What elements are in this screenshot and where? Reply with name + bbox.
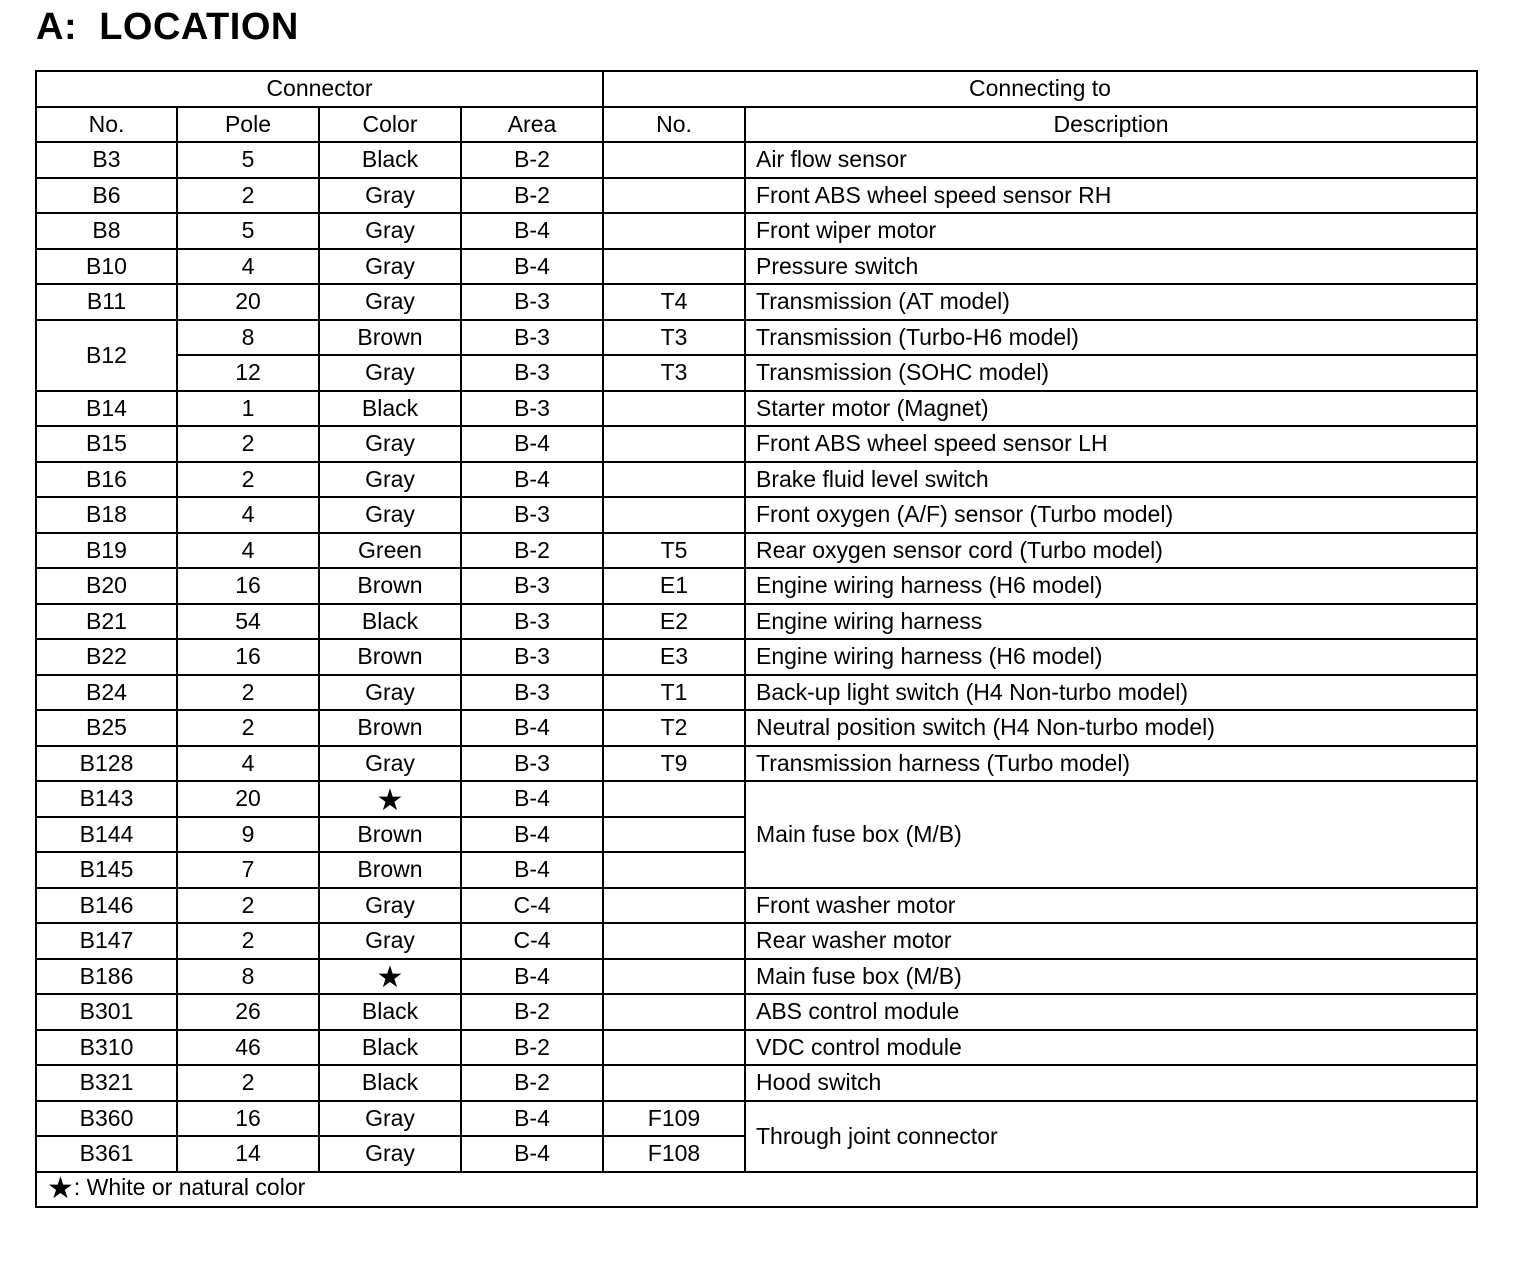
cell-pole: 2 [177,1065,319,1101]
cell-description: Through joint connector [745,1101,1477,1172]
cell-pole: 20 [177,284,319,320]
cell-no: B20 [36,568,177,604]
cell-color: Gray [319,497,461,533]
cell-color: Gray [319,923,461,959]
table-row [36,888,1477,924]
col-header-pole: Pole [177,107,319,143]
cell-no: B18 [36,497,177,533]
cell-color: Brown [319,852,461,888]
col-header-color: Color [319,107,461,143]
cell-to-no: T2 [603,710,745,746]
cell-color: Black [319,391,461,427]
cell-area: B-4 [461,817,603,853]
cell-color: Gray [319,746,461,782]
cell-area: B-3 [461,284,603,320]
table-row [36,959,1477,995]
cell-area: B-4 [461,781,603,817]
cell-no: B6 [36,178,177,214]
cell-to-no: T5 [603,533,745,569]
table-row [36,178,1477,214]
cell-pole: 9 [177,817,319,853]
table-row [36,568,1477,604]
cell-description: Brake fluid level switch [745,462,1477,498]
cell-color: Gray [319,1136,461,1172]
col-header-no: No. [36,107,177,143]
table-row [36,497,1477,533]
table-row [36,1065,1477,1101]
cell-color: Black [319,994,461,1030]
cell-pole: 2 [177,178,319,214]
cell-area: B-4 [461,426,603,462]
cell-no: B22 [36,639,177,675]
legend-row [36,1172,1477,1208]
cell-no: B25 [36,710,177,746]
cell-description: Transmission (Turbo-H6 model) [745,320,1477,356]
cell-pole: 46 [177,1030,319,1066]
cell-description: Transmission (AT model) [745,284,1477,320]
cell-color: Gray [319,355,461,391]
cell-to-no [603,426,745,462]
cell-color: Gray [319,1101,461,1137]
cell-pole: 5 [177,213,319,249]
cell-area: B-4 [461,1136,603,1172]
cell-to-no [603,781,745,817]
header-connecting-to: Connecting to [603,71,1477,107]
cell-description: VDC control module [745,1030,1477,1066]
cell-to-no: T3 [603,355,745,391]
cell-no: B10 [36,249,177,285]
cell-pole: 2 [177,675,319,711]
cell-area: B-3 [461,355,603,391]
cell-to-no [603,391,745,427]
table-row [36,675,1477,711]
cell-pole: 2 [177,923,319,959]
cell-color: Gray [319,249,461,285]
cell-area: B-3 [461,391,603,427]
cell-color: Brown [319,817,461,853]
table-row [36,781,1477,817]
cell-description: Engine wiring harness (H6 model) [745,639,1477,675]
cell-to-no: T3 [603,320,745,356]
table-row [36,355,1477,391]
cell-pole: 7 [177,852,319,888]
cell-to-no [603,1030,745,1066]
cell-no: B8 [36,213,177,249]
cell-no: B15 [36,426,177,462]
cell-pole: 2 [177,888,319,924]
cell-description: Main fuse box (M/B) [745,781,1477,888]
cell-color: Gray [319,462,461,498]
cell-pole: 4 [177,533,319,569]
cell-description: Engine wiring harness (H6 model) [745,568,1477,604]
cell-to-no [603,888,745,924]
cell-color-star [319,781,461,817]
table-row [36,142,1477,178]
cell-area: B-4 [461,959,603,995]
cell-description: Back-up light switch (H4 Non-turbo model) [745,675,1477,711]
cell-to-no: T1 [603,675,745,711]
star-icon: ★ [47,1172,74,1206]
cell-description: Transmission (SOHC model) [745,355,1477,391]
cell-pole: 16 [177,639,319,675]
cell-description: Front ABS wheel speed sensor LH [745,426,1477,462]
cell-no: B361 [36,1136,177,1172]
cell-no: B146 [36,888,177,924]
cell-color: Gray [319,426,461,462]
cell-area: B-3 [461,746,603,782]
cell-to-no: E2 [603,604,745,640]
table-row [36,604,1477,640]
cell-area: B-4 [461,710,603,746]
table-row [36,213,1477,249]
cell-color: Black [319,1030,461,1066]
cell-no: B3 [36,142,177,178]
connector-location-table [35,70,1478,1208]
cell-to-no: E3 [603,639,745,675]
cell-no: B144 [36,817,177,853]
cell-no: B186 [36,959,177,995]
cell-area: B-4 [461,852,603,888]
cell-area: B-2 [461,1065,603,1101]
legend [36,1172,1477,1208]
header-connector: Connector [36,71,603,107]
cell-pole: 54 [177,604,319,640]
cell-no: B360 [36,1101,177,1137]
cell-color: Gray [319,213,461,249]
cell-pole: 26 [177,994,319,1030]
cell-to-no [603,497,745,533]
cell-description: Hood switch [745,1065,1477,1101]
cell-color-star [319,959,461,995]
cell-pole: 4 [177,746,319,782]
cell-description: Transmission harness (Turbo model) [745,746,1477,782]
cell-area: B-4 [461,462,603,498]
col-header-description: Description [745,107,1477,143]
table-row [36,426,1477,462]
page-title: A: LOCATION [36,6,299,48]
cell-pole: 4 [177,497,319,533]
cell-area: B-3 [461,675,603,711]
cell-no: B128 [36,746,177,782]
cell-description: Rear washer motor [745,923,1477,959]
table-row [36,462,1477,498]
col-header-to-no: No. [603,107,745,143]
cell-color: Gray [319,888,461,924]
cell-area: B-2 [461,142,603,178]
table-row [36,639,1477,675]
cell-no: B21 [36,604,177,640]
cell-no: B145 [36,852,177,888]
cell-description: Front wiper motor [745,213,1477,249]
col-header-area: Area [461,107,603,143]
cell-area: B-3 [461,568,603,604]
cell-to-no [603,213,745,249]
cell-color: Brown [319,710,461,746]
cell-to-no [603,178,745,214]
table-row [36,391,1477,427]
cell-area: B-3 [461,639,603,675]
cell-no: B16 [36,462,177,498]
cell-to-no [603,959,745,995]
table-row [36,284,1477,320]
cell-area: B-3 [461,497,603,533]
cell-color: Brown [319,320,461,356]
table-row [36,1101,1477,1137]
table-row [36,249,1477,285]
cell-pole: 20 [177,781,319,817]
cell-description: Engine wiring harness [745,604,1477,640]
cell-color: Gray [319,284,461,320]
cell-pole: 16 [177,1101,319,1137]
cell-area: B-4 [461,249,603,285]
cell-no: B143 [36,781,177,817]
cell-pole: 8 [177,320,319,356]
cell-to-no [603,142,745,178]
table-row [36,746,1477,782]
cell-color: Brown [319,639,461,675]
cell-area: B-2 [461,994,603,1030]
header-columns-row [36,107,1477,143]
cell-to-no [603,923,745,959]
table-row [36,710,1477,746]
cell-no: B301 [36,994,177,1030]
cell-description: Air flow sensor [745,142,1477,178]
cell-area: B-4 [461,1101,603,1137]
cell-description: Starter motor (Magnet) [745,391,1477,427]
cell-to-no [603,994,745,1030]
cell-no: B14 [36,391,177,427]
cell-pole: 16 [177,568,319,604]
cell-color: Green [319,533,461,569]
table-row [36,320,1477,356]
table-row [36,533,1477,569]
table-row [36,923,1477,959]
star-icon: ★ [376,783,404,817]
cell-pole: 2 [177,710,319,746]
cell-no: B11 [36,284,177,320]
cell-pole: 2 [177,462,319,498]
header-group-row [36,71,1477,107]
cell-area: B-2 [461,178,603,214]
cell-area: B-3 [461,320,603,356]
cell-to-no: F109 [603,1101,745,1137]
cell-description: Neutral position switch (H4 Non-turbo model) [745,710,1477,746]
cell-no: B19 [36,533,177,569]
cell-area: C-4 [461,888,603,924]
cell-pole: 8 [177,959,319,995]
cell-description: Front oxygen (A/F) sensor (Turbo model) [745,497,1477,533]
cell-description: Front washer motor [745,888,1477,924]
cell-description: Pressure switch [745,249,1477,285]
cell-color: Gray [319,178,461,214]
cell-color: Black [319,1065,461,1101]
cell-to-no: T9 [603,746,745,782]
cell-to-no [603,852,745,888]
cell-no: B310 [36,1030,177,1066]
cell-area: B-2 [461,533,603,569]
cell-description: Front ABS wheel speed sensor RH [745,178,1477,214]
cell-color: Black [319,142,461,178]
cell-to-no: F108 [603,1136,745,1172]
cell-to-no [603,1065,745,1101]
cell-color: Black [319,604,461,640]
cell-area: C-4 [461,923,603,959]
cell-description: Rear oxygen sensor cord (Turbo model) [745,533,1477,569]
cell-pole: 14 [177,1136,319,1172]
cell-no: B12 [36,320,177,391]
cell-no: B147 [36,923,177,959]
cell-to-no: E1 [603,568,745,604]
cell-description: Main fuse box (M/B) [745,959,1477,995]
cell-no: B321 [36,1065,177,1101]
cell-pole: 1 [177,391,319,427]
cell-pole: 4 [177,249,319,285]
cell-to-no [603,462,745,498]
cell-pole: 12 [177,355,319,391]
star-icon: ★ [376,961,404,994]
cell-no: B24 [36,675,177,711]
cell-area: B-4 [461,213,603,249]
cell-area: B-2 [461,1030,603,1066]
cell-area: B-3 [461,604,603,640]
cell-color: Brown [319,568,461,604]
table-row [36,994,1477,1030]
cell-description: ABS control module [745,994,1477,1030]
cell-to-no: T4 [603,284,745,320]
cell-to-no [603,817,745,853]
cell-to-no [603,249,745,285]
cell-color: Gray [319,675,461,711]
legend-text: : White or natural color [73,1174,306,1201]
table-row [36,1030,1477,1066]
cell-pole: 5 [177,142,319,178]
cell-pole: 2 [177,426,319,462]
